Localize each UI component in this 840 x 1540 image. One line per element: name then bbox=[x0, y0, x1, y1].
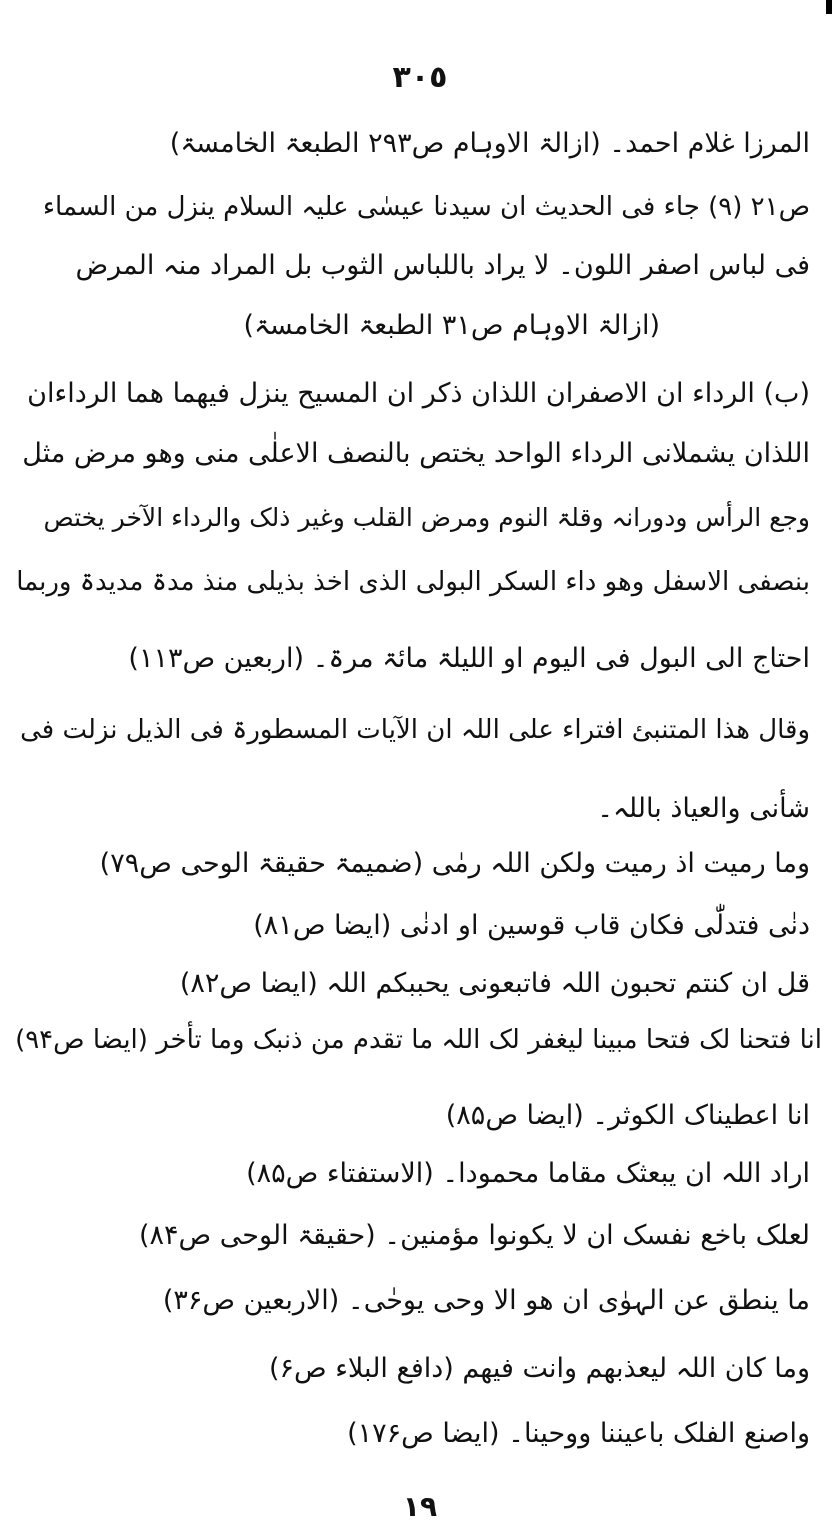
text-line-19: ما ینطق عن الہوٰی ان ھو الا وحی یوحٰی۔ (الاربعین ص۳۶) bbox=[162, 1285, 810, 1316]
text-line-11: شأنی والعیاذ باللہ۔ bbox=[597, 793, 810, 824]
text-line-14: قل ان کنتم تحبون اللہ فاتبعونی یحببکم اللہ (ایضا ص۸۲) bbox=[179, 968, 810, 999]
text-line-8: بنصفی الاسفل وھو داء السکر البولی الذی اخذ بذیلی منذ مدۃ مدیدۃ وربما bbox=[16, 567, 810, 597]
text-line-18: لعلک باخع نفسک ان لا یکونوا مؤمنین۔ (حقیقۃ الوحی ص۸۴) bbox=[138, 1220, 810, 1251]
text-line-17: اراد اللہ ان یبعثک مقاما محمودا۔ (الاستفتاء ص۸۵) bbox=[246, 1158, 810, 1189]
text-line-13: دنٰی فتدلّٰی فکان قاب قوسین او ادنٰی (ایضا ص۸۱) bbox=[253, 910, 810, 941]
text-line-16: انا اعطیناک الکوثر۔ (ایضا ص۸۵) bbox=[445, 1100, 810, 1131]
text-line-2: ص۲۱ (۹) جاء فی الحدیث ان سیدنا عیسٰی علیہ السلام ینزل من السماء bbox=[42, 192, 810, 222]
text-line-6: اللذان یشملانی الرداء الواحد یختص بالنصف الاعلٰی منی وھو مرض مثل bbox=[22, 438, 810, 469]
text-line-5: (ب) الرداء ان الاصفران اللذان ذکر ان المسیح ینزل فیھما ھما الرداءان bbox=[27, 378, 810, 409]
text-line-7: وجع الرأس ودورانہ وقلۃ النوم ومرض القلب وغیر ذلک والرداء الآخر یختص bbox=[43, 503, 810, 532]
text-line-20: وما کان اللہ لیعذبھم وانت فیھم (دافع البلاء ص۶) bbox=[268, 1353, 810, 1384]
text-line-9: احتاج الی البول فی الیوم او اللیلۃ مائۃ مرۃ۔ (اربعین ص۱۱۳) bbox=[128, 643, 810, 674]
text-line-1: المرزا غلام احمد۔ (ازالۃ الاوہام ص۲۹۳ الطبعۃ الخامسۃ) bbox=[169, 128, 810, 159]
text-line-21: واصنع الفلک باعیننا ووحینا۔ (ایضا ص۱۷۶) bbox=[347, 1418, 810, 1449]
corner-scan-mark bbox=[826, 0, 832, 14]
page-number-bottom: ١٩ bbox=[402, 1490, 438, 1523]
text-line-10: وقال ھذا المتنبئ افتراء علی اللہ ان الآیات المسطورۃ فی الذیل نزلت فی bbox=[20, 715, 810, 745]
text-line-15: انا فتحنا لک فتحا مبینا لیغفر لک اللہ ما تقدم من ذنبک وما تأخر (ایضا ص۹۴) bbox=[15, 1025, 822, 1055]
text-line-4: (ازالۃ الاوہام ص۳۱ الطبعۃ الخامسۃ) bbox=[243, 310, 660, 341]
text-line-3: فی لباس اصفر اللون۔ لا یراد باللباس الثوب بل المراد منہ المرض bbox=[75, 250, 810, 281]
page-number-top: ٣٠٥ bbox=[392, 60, 448, 95]
text-line-12: وما رمیت اذ رمیت ولکن اللہ رمٰی (ضمیمۃ حقیقۃ الوحی ص۷۹) bbox=[99, 848, 810, 879]
